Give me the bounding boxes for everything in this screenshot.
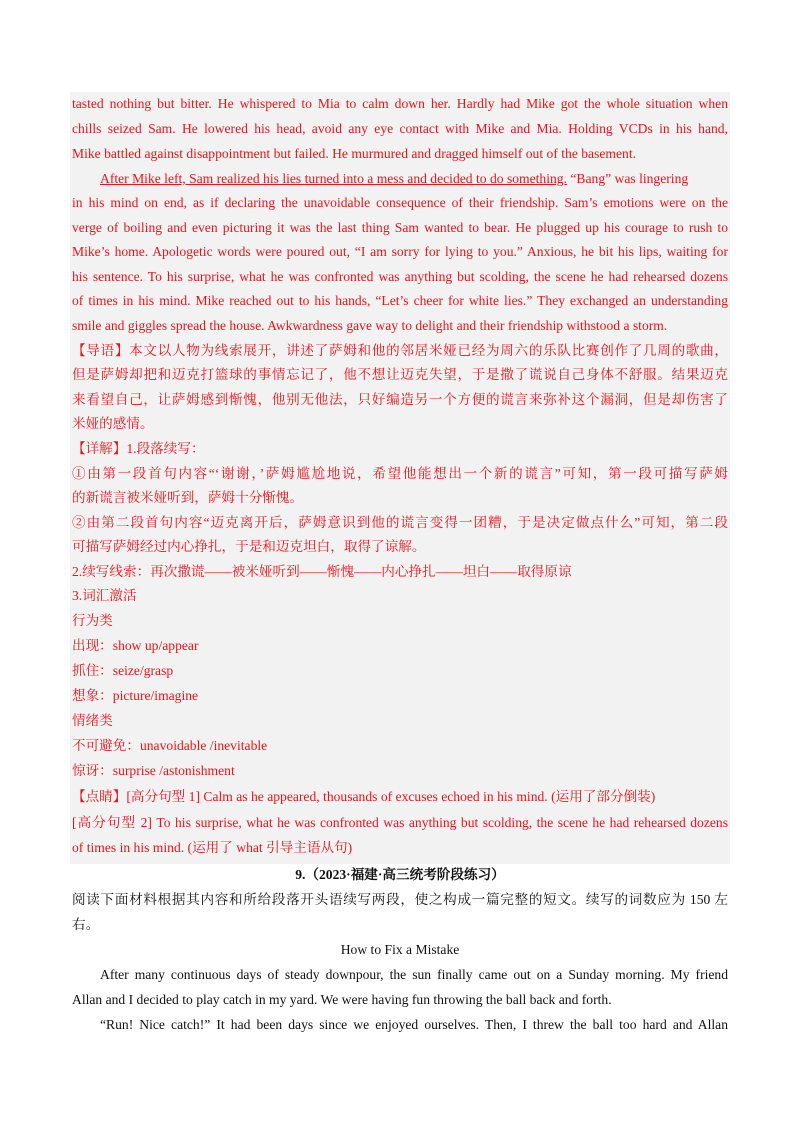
guide-line-4: 米娅的感情。 <box>72 416 154 431</box>
passage-line-3: “Run! Nice catch!” It had been days since we enjoyed ourselves. Then, I threw the ball too hard and Allan <box>100 1017 728 1032</box>
detail-line-1: 【详解】1.段落续写： <box>72 441 205 456</box>
para2-line-1 <box>72 170 728 188</box>
detail-line-14: 惊讶：surprise /astonishment <box>72 763 235 778</box>
passage-title: How to Fix a Mistake <box>340 942 460 957</box>
detail-line-5: 可描写萨姆经过内心挣扎，于是和迈克坦白，取得了谅解。 <box>72 539 426 554</box>
para1-line-3: Mike battled against disappointment but failed. He murmured and dragged himself out of the basement. <box>72 146 636 161</box>
detail-line-17: of times in his mind. (运用了 what 引导主语从句) <box>72 840 353 855</box>
detail-line-13: 不可避免：unavoidable /inevitable <box>72 738 268 753</box>
detail-line-6: 2.续写线索：再次撒谎——被米娅听到——惭愧——内心挣扎——坦白——取得原谅 <box>72 564 572 579</box>
para2-line-4: Mike’s home. Apologetic words were poured out, “I am sorry for lying to you.” Anxious, he bit his lips, waiting for <box>72 244 728 259</box>
passage-line-1: After many continuous days of steady downpour, the sun finally came out on a Sunday morning. My friend <box>100 967 728 982</box>
instructions-line-1: 阅读下面材料根据其内容和所给段落开头语续写两段，使之构成一篇完整的短文。续写的词数应为 150 左 <box>72 892 728 907</box>
detail-line-2: ①由第一段首句内容“‘谢谢，’萨姆尴尬地说，希望他能想出一个新的谎言”可知，第一段可描写萨姆 <box>72 466 728 481</box>
guide-line-1: 【导语】本文以人物为线索展开，讲述了萨姆和他的邻居米娅已经为周六的乐队比赛创作了几周的歌曲， <box>72 343 728 358</box>
detail-line-4: ②由第二段首句内容“迈克离开后，萨姆意识到他的谎言变得一团糟，于是决定做点什么”可知，第二段 <box>72 515 728 530</box>
detail-line-11: 想象：picture/imagine <box>72 688 199 703</box>
detail-line-10: 抓住：seize/grasp <box>72 663 174 678</box>
detail-line-7: 3.词汇激活 <box>72 588 137 603</box>
guide-line-3: 来看望自己，让萨姆感到惭愧，他别无他法，只好编造另一个方便的谎言来弥补这个漏洞，但是却伤害了 <box>72 392 728 407</box>
para1-line-1: tasted nothing but bitter. He whispered to Mia to calm down her. Hardly had Mike got the whole situation when <box>72 96 728 111</box>
instructions-line-2: 右。 <box>72 917 100 932</box>
detail-line-15: 【点睛】[高分句型 1] Calm as he appeared, thousands of excuses echoed in his mind. (运用了部分倒装) <box>72 789 656 804</box>
para2-line-3: verge of boiling and even picturing it was the last thing Sam wanted to bear. He plugged up his courage to rush to <box>72 220 728 235</box>
guide-line-2: 但是萨姆却把和迈克打篮球的事情忘记了，他不想让迈克失望，于是撒了谎说自己身体不舒服。结果迈克 <box>72 367 728 382</box>
detail-line-8: 行为类 <box>72 613 113 628</box>
passage-line-2: Allan and I decided to play catch in my yard. We were having fun throwing the ball back and forth. <box>72 992 612 1007</box>
para2-underlined-sentence: After Mike left, Sam realized his lies turned into a mess and decided to do something. <box>100 171 567 186</box>
detail-line-3: 的新谎言被米娅听到，萨姆十分惭愧。 <box>72 490 304 505</box>
para2-first-line-rest: “Bang” was lingering <box>566 171 689 186</box>
para1-line-2: chills seized Sam. He lowered his head, avoid any eye contact with Mike and Mia. Holding VCDs in his hand, <box>72 121 728 136</box>
para2-line-5: his sentence. To his surprise, what he was confronted was anything but scolding, the scene he had rehearsed dozens <box>72 269 728 284</box>
question-heading: 9.（2023·福建·高三统考阶段练习） <box>295 867 505 882</box>
detail-line-9: 出现：show up/appear <box>72 638 199 653</box>
detail-line-16: [高分句型 2] To his surprise, what he was confronted was anything but scolding, the scene he had rehearsed dozens <box>72 815 728 830</box>
detail-line-12: 情绪类 <box>72 713 113 728</box>
para2-line-6: of times in his mind. Mike reached out to his hands, “Let’s cheer for white lies.” They exchanged an understanding <box>72 293 728 308</box>
para2-line-7: smile and giggles spread the house. Awkwardness gave way to delight and their friendship withstood a storm. <box>72 318 668 333</box>
para2-line-2: in his mind on end, as if declaring the unavoidable consequence of their friendship. Sam’s emotions were on the <box>72 195 728 210</box>
